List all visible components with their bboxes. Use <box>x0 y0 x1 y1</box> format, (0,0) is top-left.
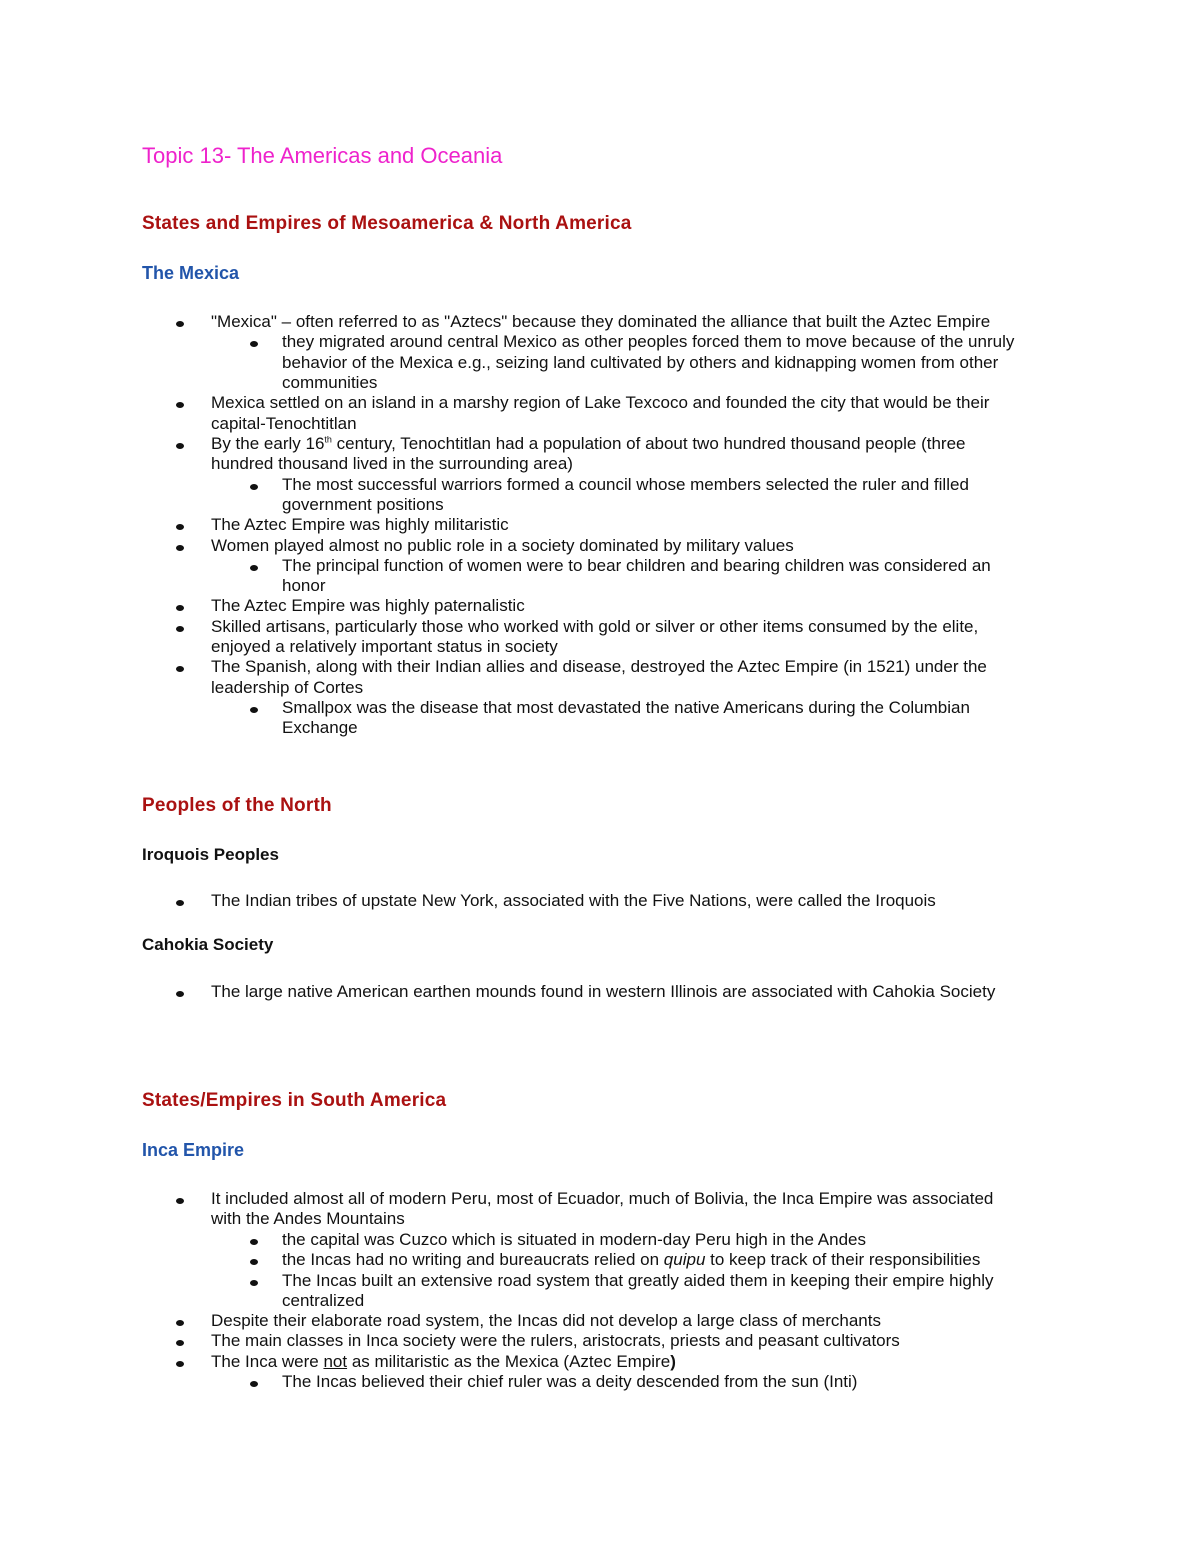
bullet-dot <box>176 1198 184 1204</box>
bullet-dot <box>176 1320 184 1326</box>
bullet-dot <box>176 1340 184 1346</box>
subheading-inca: Inca Empire <box>142 1140 245 1160</box>
page-title: Topic 13- The Americas and Oceania <box>142 143 503 168</box>
list-item: By the early 16th century, Tenochtitlan had a population of about two hundred thousand people (three <box>211 434 966 453</box>
section-heading-mesoamerica: States and Empires of Mesoamerica & North America <box>142 213 632 234</box>
list-item-continuation: behavior of the Mexica e.g., seizing land cultivated by others and kidnapping women from other <box>282 353 999 372</box>
bullet-dot <box>176 402 184 408</box>
bullet-dot <box>250 1381 258 1387</box>
subheading-iroquois: Iroquois Peoples <box>142 845 279 864</box>
list-item: "Mexica" – often referred to as "Aztecs" because they dominated the alliance that built the Aztec Empire <box>211 312 991 331</box>
list-item: The principal function of women were to bear children and bearing children was considered an <box>282 556 991 575</box>
list-item: The Aztec Empire was highly paternalistic <box>211 596 525 615</box>
list-item-continuation: honor <box>282 576 326 595</box>
list-item-continuation: Exchange <box>282 718 358 737</box>
list-item: the Incas had no writing and bureaucrats relied on quipu to keep track of their responsibilities <box>282 1250 981 1269</box>
list-item: The Aztec Empire was highly militaristic <box>211 515 509 534</box>
list-item-continuation: hundred thousand lived in the surrounding area) <box>211 454 573 473</box>
list-item: The Inca were not as militaristic as the Mexica (Aztec Empire) <box>211 1352 676 1371</box>
list-item-continuation: leadership of Cortes <box>211 678 364 697</box>
list-item-continuation: enjoyed a relatively important status in society <box>211 637 558 656</box>
list-item: The Incas believed their chief ruler was a deity descended from the sun (Inti) <box>282 1372 858 1391</box>
bullet-dot <box>176 545 184 551</box>
list-item-continuation: communities <box>282 373 378 392</box>
bullet-dot <box>176 991 184 997</box>
list-item-continuation: centralized <box>282 1291 365 1310</box>
list-item: Smallpox was the disease that most devastated the native Americans during the Columbian <box>282 698 970 717</box>
bullet-dot <box>176 524 184 530</box>
bullet-dot <box>176 666 184 672</box>
bullet-dot <box>250 565 258 571</box>
subheading-mexica: The Mexica <box>142 263 240 283</box>
section-heading-north: Peoples of the North <box>142 795 332 816</box>
bullet-dot <box>250 484 258 490</box>
list-item-continuation: capital-Tenochtitlan <box>211 414 357 433</box>
section-heading-south-america: States/Empires in South America <box>142 1090 447 1111</box>
bullet-dot <box>250 707 258 713</box>
subheading-cahokia: Cahokia Society <box>142 935 274 954</box>
bullet-dot <box>250 1280 258 1286</box>
list-item: The most successful warriors formed a council whose members selected the ruler and filled <box>282 475 969 494</box>
list-item: The Indian tribes of upstate New York, associated with the Five Nations, were called the Iroquois <box>211 891 936 910</box>
list-item: The Incas built an extensive road system that greatly aided them in keeping their empire highly <box>282 1271 994 1290</box>
bullet-dot <box>176 626 184 632</box>
bullet-dot <box>176 1361 184 1367</box>
list-item-continuation: with the Andes Mountains <box>211 1209 405 1228</box>
bullet-dot <box>250 341 258 347</box>
bullet-dot <box>250 1259 258 1265</box>
bullet-dot <box>176 321 184 327</box>
list-item: Women played almost no public role in a society dominated by military values <box>211 536 794 555</box>
list-item: Despite their elaborate road system, the Incas did not develop a large class of merchants <box>211 1311 881 1330</box>
list-item: The Spanish, along with their Indian allies and disease, destroyed the Aztec Empire (in 1521) under the <box>211 657 987 676</box>
list-item: It included almost all of modern Peru, most of Ecuador, much of Bolivia, the Inca Empire was associated <box>211 1189 994 1208</box>
list-item: they migrated around central Mexico as other peoples forced them to move because of the unruly <box>282 332 1015 351</box>
bullet-dot <box>176 900 184 906</box>
list-item: Mexica settled on an island in a marshy region of Lake Texcoco and founded the city that would be their <box>211 393 990 412</box>
bullet-dot <box>250 1239 258 1245</box>
bullet-dot <box>176 443 184 449</box>
list-item: the capital was Cuzco which is situated in modern-day Peru high in the Andes <box>282 1230 866 1249</box>
list-item: The large native American earthen mounds found in western Illinois are associated with Cahokia Society <box>211 982 996 1001</box>
list-item: The main classes in Inca society were the rulers, aristocrats, priests and peasant cultivators <box>211 1331 900 1350</box>
list-item-continuation: government positions <box>282 495 444 514</box>
bullet-dot <box>176 605 184 611</box>
list-item: Skilled artisans, particularly those who worked with gold or silver or other items consumed by the elite, <box>211 617 979 636</box>
